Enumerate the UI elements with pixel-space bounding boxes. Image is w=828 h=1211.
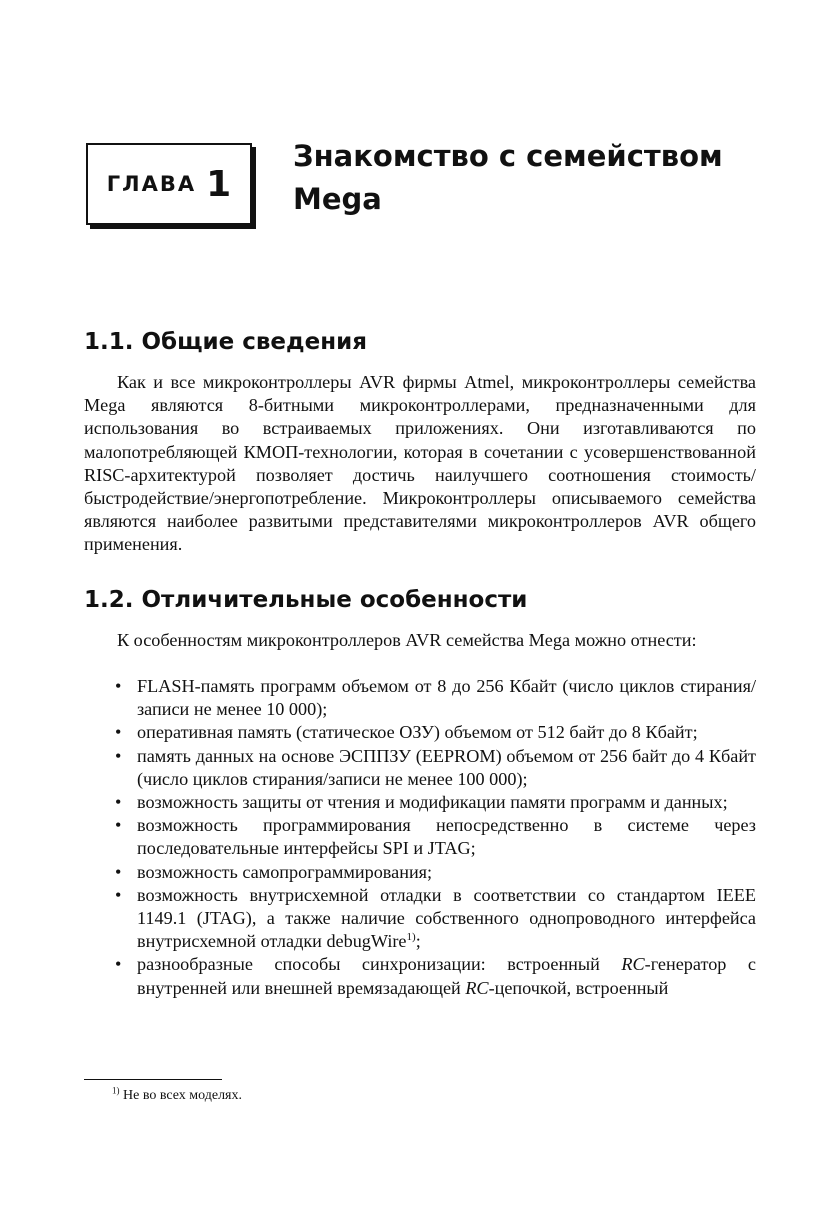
paragraph-features-intro: К особенностям микроконтроллеров AVR семейства Mega можно отнести:: [117, 630, 697, 650]
footnote-mark: 1): [112, 1085, 120, 1096]
bullet-icon: •: [115, 676, 122, 696]
features-list: [84, 675, 756, 1000]
footnote-text: Не во всех моделях.: [119, 1088, 242, 1103]
chapter-title: [293, 135, 763, 221]
bullet-icon: •: [115, 745, 122, 766]
list-item: • FLASH-память программ объемом от 8 до 256 Кбайт (число циклов стирания/записи не менее 10 000);: [115, 676, 756, 720]
list-item: • память данных на основе ЭСППЗУ (EEPROM) объемом от 256 байт до 4 Кбайт (число циклов стирания/записи не менее 100 000);: [115, 745, 756, 789]
bullet-icon: •: [115, 884, 122, 905]
section-heading-features: 1.2. Отличительные особенности: [84, 587, 528, 613]
list-item: • возможность защиты от чтения и модификации памяти программ и данных;: [84, 791, 756, 814]
list-item: • разнообразные способы синхронизации: встроенный RC-генератор с внутренней или внешней времязадающей RC-цепочкой, встроенный: [115, 954, 756, 998]
bullet-icon: •: [115, 722, 122, 743]
footnote: [112, 1086, 242, 1106]
list-item: • возможность программирования непосредственно в системе через последовательные интерфейсы SPI и JTAG;: [115, 815, 756, 859]
list-item: • оперативная память (статическое ОЗУ) объемом от 512 байт до 8 Кбайт;: [84, 721, 756, 744]
chapter-number: 1: [206, 163, 232, 205]
list-item: • возможность внутрисхемной отладки в соответствии со стандартом IEEE 1149.1 (JTAG), а также наличие собственного однопроводного интерфейса внутрисхемной отладки debugWire$^{1)}$;: [115, 884, 756, 952]
section-heading-general: 1.1. Общие сведения: [84, 329, 367, 355]
chapter-label: ГЛАВА: [106, 172, 197, 196]
bullet-icon: •: [115, 815, 122, 836]
chapter-label-box: [86, 143, 252, 225]
footnote-divider: [84, 1079, 222, 1080]
bullet-icon: •: [115, 792, 122, 813]
chapter-title-line2: Mega: [293, 182, 382, 216]
chapter-title-line1: Знакомство с семейством: [293, 139, 723, 173]
bullet-icon: •: [115, 954, 122, 975]
paragraph-general: Как и все микроконтроллеры AVR фирмы Atmel, микроконтроллеры семейства Mega являются 8-битными микроконтроллерами, предназначенными для использования во встраиваемых приложениях. Они изготавливаются по малопотребляющей КМОП-технологии, которая в сочетании с усовершенствованной RISC-архитектурой позволяет достичь наилучшего соотношения стоимость/быстродействие/энергопотребление. Микроконтроллеры описываемого семейства являются наиболее развитыми представителями микроконтроллеров AVR общего применения.: [84, 372, 756, 555]
footnote-reference[interactable]: 1): [406, 931, 416, 944]
list-item: • возможность самопрограммирования;: [84, 861, 756, 884]
bullet-icon: •: [115, 861, 122, 882]
